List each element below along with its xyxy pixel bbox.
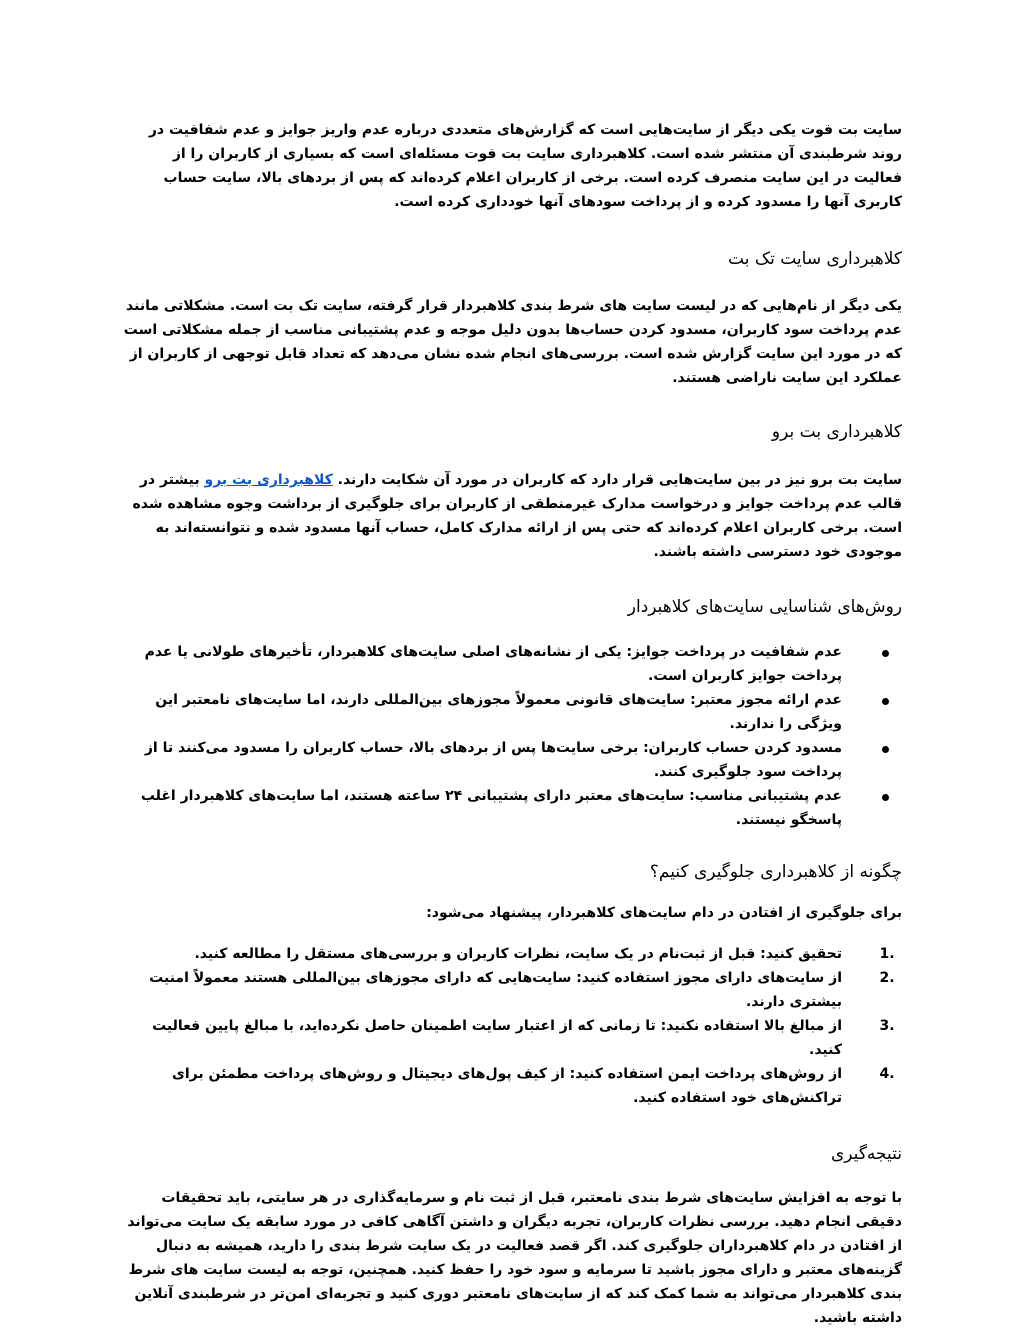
list-item-text: از سایت‌های دارای مجوز استفاده کنید: سایت‌هایی که دارای مجوزهای بین‌المللی هستند معمولاً امنیت بیشتری دارند.	[149, 970, 842, 1010]
heading-takbet: کلاهبرداری سایت تک بت	[728, 249, 902, 269]
bullet-icon	[882, 698, 889, 705]
heading-methods: روش‌های شناسایی سایت‌های کلاهبردار	[627, 597, 902, 617]
list-item-text: عدم پشتیبانی مناسب: سایت‌های معتبر دارای پشتیبانی ۲۴ ساعته هستند، اما سایت‌های کلاهبردار اغلب پاسخگو نیستند.	[140, 788, 842, 828]
methods-list	[120, 640, 902, 832]
list-item	[120, 784, 902, 832]
list-item-text: مسدود کردن حساب کاربران: برخی سایت‌ها پس از بردهای بالا، حساب کاربران را مسدود می‌کنند تا از پرداخت سود جلوگیری کنند.	[144, 740, 842, 780]
list-item-text: از مبالغ بالا استفاده نکنید: تا زمانی که از اعتبار سایت اطمینان حاصل نکرده‌اید، با مبالغ پایین فعالیت کنید.	[152, 1018, 842, 1058]
bullet-icon	[882, 746, 889, 753]
heading-betboro: کلاهبرداری بت برو	[771, 422, 902, 442]
prevent-intro-paragraph: برای جلوگیری از افتادن در دام سایت‌های کلاهبردار، پیشنهاد می‌شود:	[426, 905, 902, 921]
bullet-icon	[882, 794, 889, 801]
list-item-text: عدم شفافیت در پرداخت جوایز: یکی از نشانه‌های اصلی سایت‌های کلاهبردار، تأخیرهای طولانی یا عدم پرداخت جوایز کاربران است.	[144, 644, 842, 684]
step-number: 3.	[879, 1018, 895, 1034]
prevent-steps-list	[120, 942, 902, 1110]
betboro-text-before: سایت بت برو نیز در بین سایت‌هایی قرار دارد که کاربران در مورد آن شکایت دارند.	[332, 472, 902, 488]
step-number: 2.	[879, 970, 895, 986]
heading-conclusion: نتیجه‌گیری	[831, 1144, 902, 1164]
list-item-text: عدم ارائه مجوز معتبر: سایت‌های قانونی معمولاً مجوزهای بین‌المللی دارند، اما سایت‌های نامعتبر این ویژگی را ندارند.	[155, 692, 842, 732]
intro-paragraph: سایت بت فوت یکی دیگر از سایت‌هایی است که گزارش‌های متعددی درباره عدم واریز جوایز و عدم شفافیت در روند شرطبندی آن منتشر شده است. کلاهبرداری سایت بت فوت مسئله‌ای است که بسیاری از کاربران را از فعالیت در این سایت منصرف کرده است. برخی از کاربران اعلام کرده‌اند که پس از بردهای بالا، سایت حساب کاربری آنها را مسدود کرده و از پرداخت سودهای آنها خودداری کرده است.	[148, 122, 902, 210]
list-item	[120, 1062, 902, 1110]
list-item-text: تحقیق کنید: قبل از ثبت‌نام در یک سایت، نظرات کاربران و بررسی‌های مستقل را مطالعه کنید.	[194, 946, 842, 962]
betboro-text-after: بیشتر در قالب عدم پرداخت جوایز و درخواست مدارک غیرمنطقی از کاربران برای جلوگیری از برداشت وجوه مشاهده شده است. برخی کاربران اعلام کرده‌اند که حتی پس از ارائه مدارک کامل، حساب آنها مسدود شده و نتوانسته‌اند به موجودی خود دسترسی داشته باشند.	[132, 472, 902, 560]
takbet-paragraph: یکی دیگر از نام‌هایی که در لیست سایت های شرط بندی کلاهبردار قرار گرفته، سایت تک بت است. مشکلاتی مانند عدم پرداخت سود کاربران، مسدود کردن حساب‌ها بدون دلیل موجه و عدم پشتیبانی مناسب از جمله مشکلاتی است که در مورد این سایت گزارش شده است. بررسی‌های انجام شده نشان می‌دهد که تعداد قابل توجهی از کاربران از عملکرد این سایت ناراضی هستند.	[123, 298, 902, 386]
conclusion-paragraph: با توجه به افزایش سایت‌های شرط بندی نامعتبر، قبل از ثبت نام و سرمایه‌گذاری در هر سایتی، باید تحقیقات دقیقی انجام دهید. بررسی نظرات کاربران، تجربه دیگران و داشتن آگاهی کافی در مورد سابقه یک سایت می‌تواند از افتادن در دام کلاهبرداران جلوگیری کند. اگر قصد فعالیت در یک سایت شرط بندی را دارید، همیشه به دنبال گزینه‌های معتبر و دارای مجوز باشید تا سرمایه و سود خود را حفظ کنید. همچنین، توجه به لیست سایت های شرط بندی کلاهبردار می‌تواند به شما کمک کند که از سایت‌های نامعتبر دوری کنید و تجربه‌ای امن‌تر در شرطبندی آنلاین داشته باشید.	[127, 1190, 902, 1326]
list-item	[120, 736, 902, 784]
list-item	[120, 942, 902, 966]
list-item	[120, 640, 902, 688]
list-item-text: از روش‌های پرداخت ایمن استفاده کنید: از کیف پول‌های دیجیتال و روش‌های پرداخت مطمئن برای تراکنش‌های خود استفاده کنید.	[172, 1066, 842, 1106]
step-number: 4.	[879, 1066, 895, 1082]
list-item	[120, 688, 902, 736]
betboro-link[interactable]: کلاهبرداری بت برو	[204, 472, 333, 488]
document-content	[120, 118, 902, 1330]
bullet-icon	[882, 650, 889, 657]
list-item	[120, 966, 902, 1014]
heading-prevent: چگونه از کلاهبرداری جلوگیری کنیم؟	[649, 862, 902, 882]
betboro-paragraph	[120, 468, 902, 564]
list-item	[120, 1014, 902, 1062]
step-number: 1.	[879, 946, 895, 962]
